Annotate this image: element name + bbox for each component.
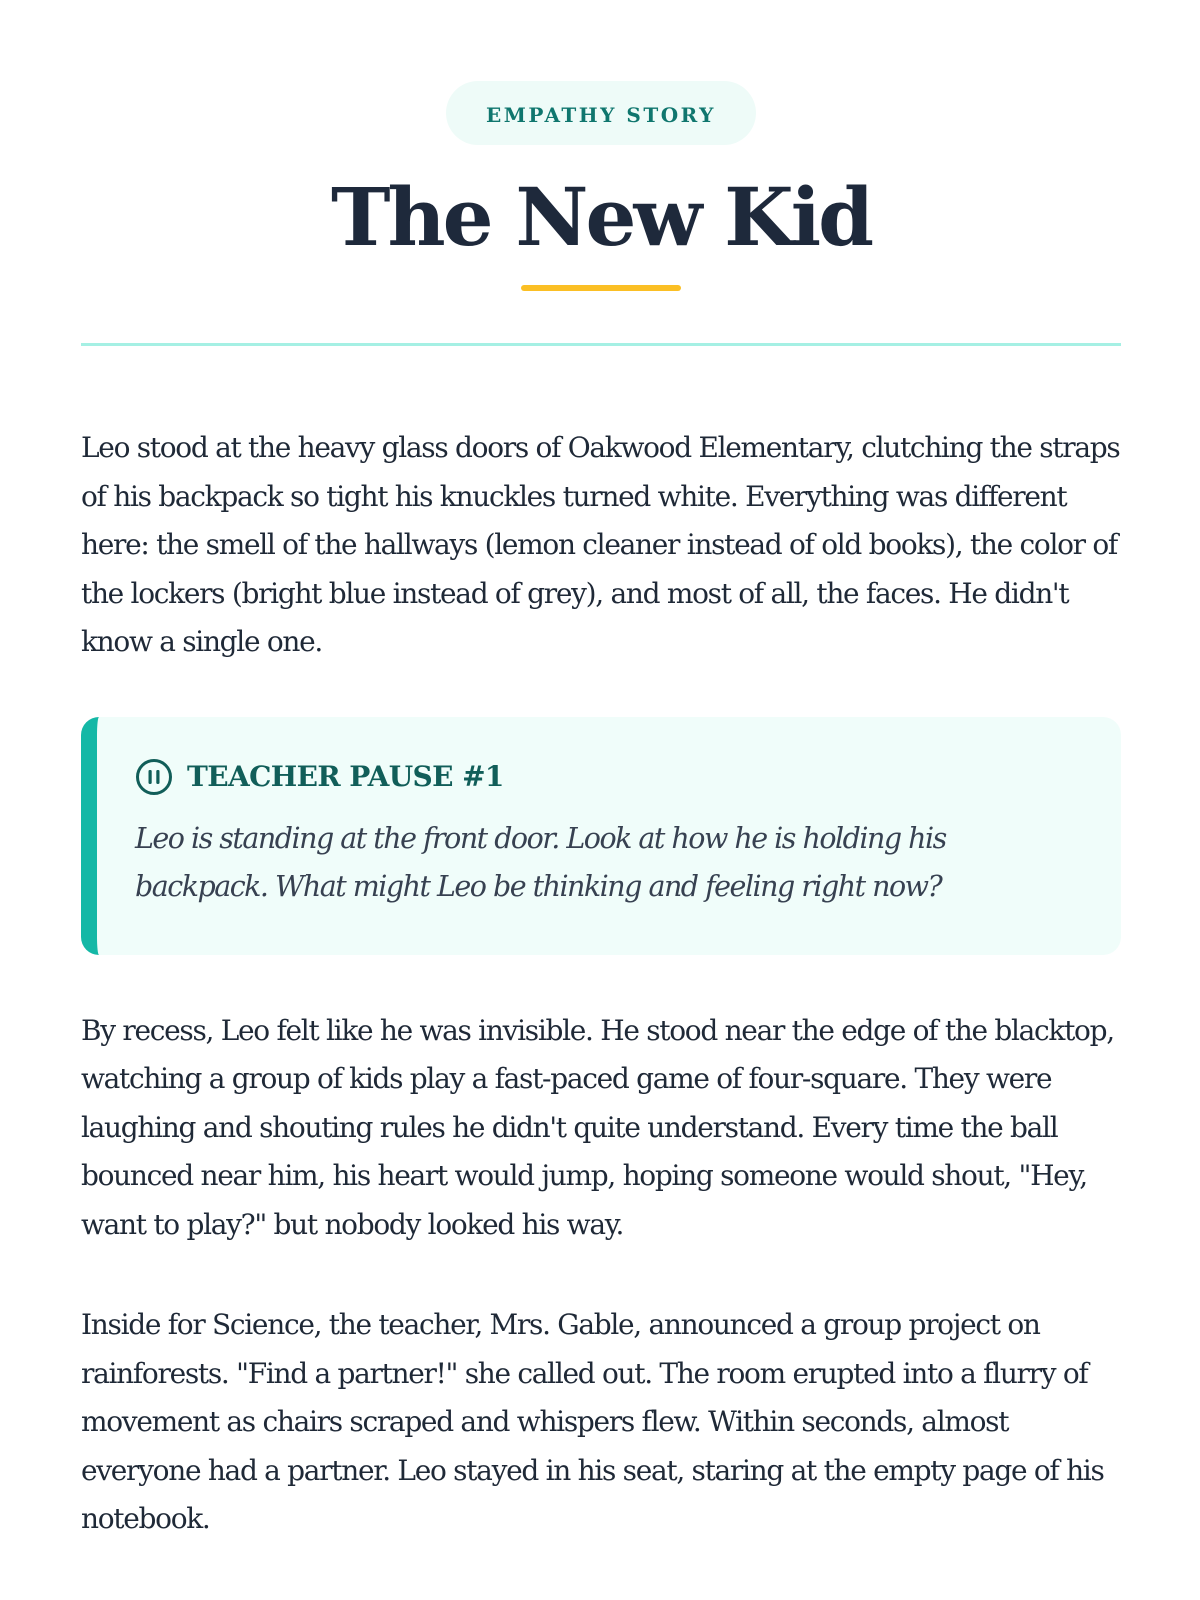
story-header	[81, 0, 1121, 291]
story-title: The New Kid	[330, 170, 872, 264]
teacher-pause-box	[81, 717, 1121, 955]
category-badge: EMPATHY STORY	[446, 81, 756, 145]
teacher-pause-heading	[135, 757, 1081, 797]
story-paragraph-1: Leo stood at the heavy glass doors of Oakwood Elementary, clutching the straps of his backpack so tight his knuckles turned white. Everything was different here: the smell of the hallways (lemon cleaner instead of old books), the color of the lockers (bright blue instead of grey), and most of all, the faces. He didn't know a single one.	[81, 431, 1120, 658]
story-page	[81, 0, 1121, 1544]
title-underline	[521, 285, 681, 291]
story-paragraph-2: By recess, Leo felt like he was invisible. He stood near the edge of the blacktop, watching a group of kids play a fast-paced game of four-square. They were laughing and shouting rules he didn't quite understand. Every time the ball bounced near him, his heart would jump, hoping someone would shout, "Hey, want to play?" but nobody looked his way.	[81, 1013, 1114, 1241]
teacher-pause-question: Leo is standing at the front door. Look at how he is holding his backpack. What might Leo be thinking and feeling right now?	[135, 821, 946, 903]
story-paragraph-3: Inside for Science, the teacher, Mrs. Gable, announced a group project on rainforests. "Find a partner!" she called out. The room erupted into a flurry of movement as chairs scraped and whispers flew. Within seconds, almost everyone had a partner. Leo stayed in his seat, staring at the empty page of his notebook.	[81, 1308, 1104, 1535]
pause-circle-icon	[135, 758, 173, 796]
header-divider	[81, 343, 1121, 346]
teacher-pause-label: TEACHER PAUSE #1	[187, 760, 504, 793]
